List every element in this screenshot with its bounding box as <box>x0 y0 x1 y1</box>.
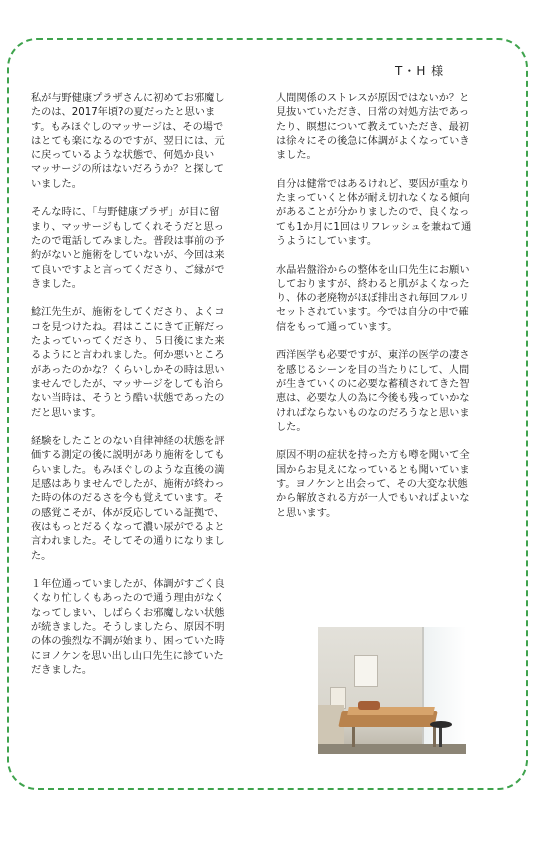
photo-bed-legs <box>352 727 436 747</box>
paragraph: 水晶岩盤浴からの整体を山口先生にお願い しておりますが、終わると肌がよくなった り、体の老廃物がほぼ排出され毎回フルリ セットされています。今では自分の中で確 信をもって通っています。 <box>276 264 470 333</box>
photo-stool <box>430 721 452 728</box>
paragraph: 私が与野健康プラザさんに初めてお邪魔し たのは、2017年頃?の夏だったと思いま す。もみほぐしのマッサージは、その場で はとても楽になるのですが、翌日には、元 に戻っているような状態で、何処か良い マッサージの所はないだろうか？と探して いました。 <box>31 93 225 190</box>
paragraph: 人間関係のストレスが原因ではないか？と 見抜いていただき、日常の対処方法であっ たり、瞑想について教えていただき、最初 は徐々にその後急に体調がよくなっていき ました。 <box>276 93 470 162</box>
treatment-room-photo <box>318 627 466 754</box>
author-name: T・H 様 <box>395 64 445 78</box>
paragraph: 原因不明の症状を持った方も噂を聞いて全 国からお見えになっているとも聞いていま す。ヨノケンと出会って、その大変な状態 から解放される方が一人でもいればよいな と思います。 <box>276 450 470 519</box>
paragraph: 西洋医学も必要ですが、東洋の医学の凄さ を感じるシーンを目の当たりにして、人間 が生きていくのに必要な蓄積されてきた智 恵は、必要な人の為に今後も残っていかな ければならないものなのだろうなと思いま した。 <box>276 350 470 433</box>
paragraph: 自分は健常ではあるけれど、要因が重なり たまっていくと体が耐え切れなくなる傾向 があることが分かりましたので、良くなっ ても1か月に1回はリフレッシュを兼ねて通 うようにしています。 <box>276 178 472 247</box>
right-text-column <box>276 92 512 535</box>
paragraph: 鯰江先生が、施術をしてくださり、よくコ コを見つけたね。君はここにきて正解だっ たよっていってくださり、５日後にまた来 るようにと言われました。何か悪いところ があったのかな？くらいしかその時は思い ませんでしたが、マッサージをしても治ら ない当時は、そうとう酷い状態であったの だと思います。 <box>31 307 225 419</box>
paragraph: 経験をしたことのない自律神経の状態を評 価する測定の後に説明があり施術をしても らいました。もみほぐしのような直後の満 足感はありませんでしたが、施術が終わっ た時の体のだるさを今も覚えています。そ の感覚こそが、体が反応している証拠で、 夜はもっとだるくなって濃い尿がでるよと 言われました。そしてその通りになりまし た。 <box>31 436 225 562</box>
paragraph: そんな時に、「与野健康プラザ」が目に留 まり、マッサージもしてくれそうだと思っ たので電話してみました。普段は事前の予 約がないと施術をしていないが、今回は来 て良いですよと言ってくださり、ご縁がで きました。 <box>31 207 225 290</box>
left-text-column <box>31 92 261 692</box>
photo-poster <box>354 655 378 687</box>
photo-stool-leg <box>439 727 442 747</box>
photo-pillow <box>358 701 380 710</box>
paragraph: １年位通っていましたが、体調がすごく良 くなり忙しくもあったので通う理由がなく なってしまい、しばらくお邪魔しない状態 が続きました。そうしましたら、原因不明 の体の強烈な不調が始まり、困っていた時 にヨノケンを思い出し山口先生に診ていた だきました。 <box>31 579 225 676</box>
